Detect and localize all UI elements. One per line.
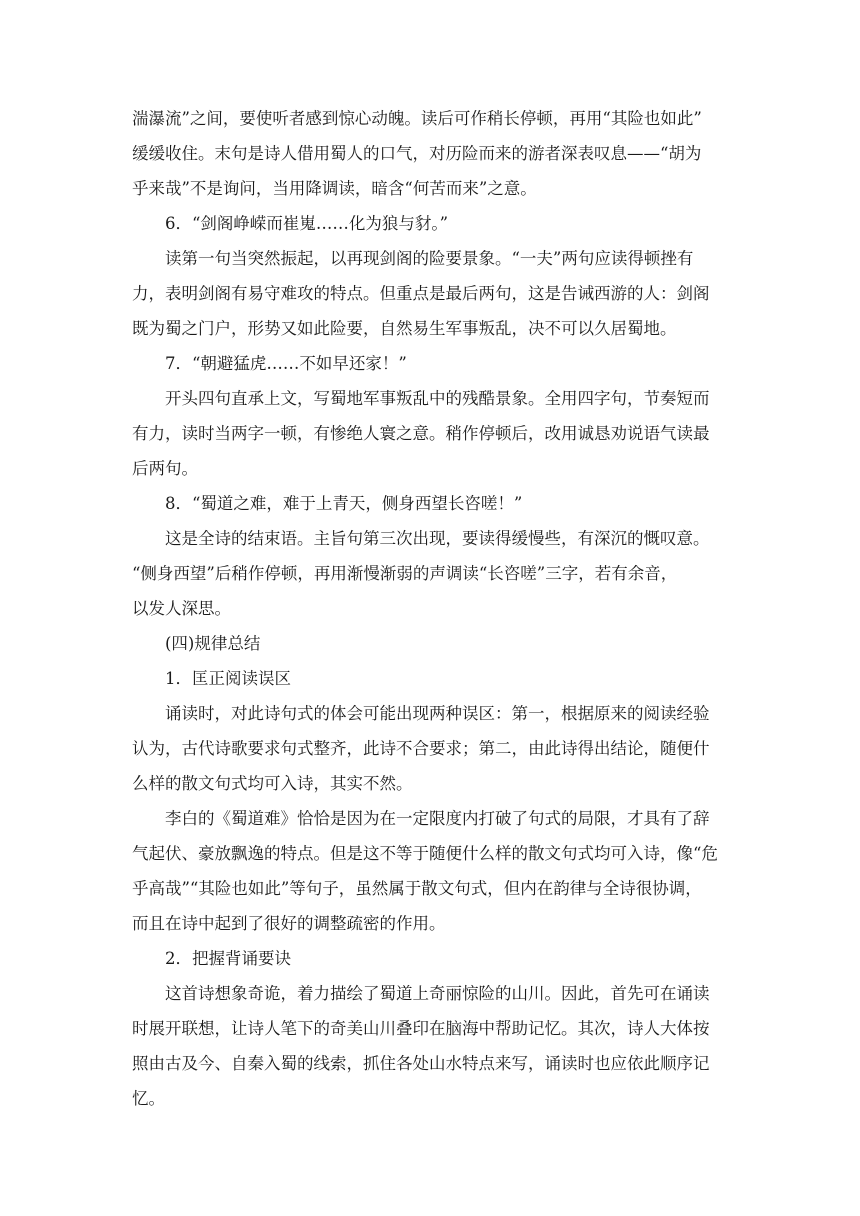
subsection-heading: 2．把握背诵要诀	[165, 949, 291, 968]
text-line: 气起伏、豪放飘逸的特点。但是这不等于随便什么样的散文句式均可入诗，像“危	[132, 844, 718, 863]
text-line: “侧身西望”后稍作停顿，再用渐慢渐弱的声调读“长咨嗟”三字，若有余音，	[132, 564, 678, 583]
text-line: 以发人深思。	[132, 599, 231, 618]
text-line: 认为，古代诗歌要求句式整齐，此诗不合要求；第二，由此诗得出结论，随便什	[132, 739, 710, 758]
text-line: 力，表明剑阁有易守难攻的特点。但重点是最后两句，这是告诫西游的人：剑阁	[132, 284, 710, 303]
text-line: 有力，读时当两字一顿，有惨绝人寰之意。稍作停顿后，改用诚恳劝说语气读最	[132, 424, 710, 443]
document-body	[132, 101, 732, 1116]
text-line: 开头四句直承上文，写蜀地军事叛乱中的残酷景象。全用四字句，节奏短而	[165, 389, 710, 408]
text-line: 缓缓收住。末句是诗人借用蜀人的口气，对历险而来的游者深表叹息——“胡为	[132, 144, 702, 163]
text-line: 乎高哉”“其险也如此”等句子，虽然属于散文句式，但内在韵律与全诗很协调，	[132, 879, 702, 898]
text-line: 读第一句当突然振起，以再现剑阁的险要景象。“一夫”两句应读得顿挫有	[165, 249, 694, 268]
text-line: 这是全诗的结束语。主旨句第三次出现，要读得缓慢些，有深沉的慨叹意。	[165, 529, 710, 548]
text-line: 而且在诗中起到了很好的调整疏密的作用。	[132, 914, 446, 933]
text-line: 么样的散文句式均可入诗，其实不然。	[132, 774, 413, 793]
text-line: 时展开联想，让诗人笔下的奇美山川叠印在脑海中帮助记忆。其次，诗人大体按	[132, 1019, 710, 1038]
section-heading: (四)规律总结	[165, 634, 261, 653]
section-heading: 7．“朝避猛虎……不如早还家！”	[165, 354, 407, 373]
text-line: 后两句。	[132, 459, 198, 478]
text-line: 湍瀑流”之间，要使听者感到惊心动魄。读后可作稍长停顿，再用“其险也如此”	[132, 109, 702, 128]
section-heading: 8．“蜀道之难，难于上青天，侧身西望长咨嗟！”	[165, 494, 523, 513]
text-line: 既为蜀之门户，形势又如此险要，自然易生军事叛乱，决不可以久居蜀地。	[132, 319, 677, 338]
section-heading: 6．“剑阁峥嵘而崔嵬……化为狼与豺。”	[165, 214, 449, 233]
text-line: 乎来哉”不是询问，当用降调读，暗含“何苦而来”之意。	[132, 179, 537, 198]
text-line: 李白的《蜀道难》恰恰是因为在一定限度内打破了句式的局限，才具有了辞	[165, 809, 710, 828]
text-line: 诵读时，对此诗句式的体会可能出现两种误区：第一，根据原来的阅读经验	[165, 704, 710, 723]
text-line: 照由古及今、自秦入蜀的线索，抓住各处山水特点来写，诵读时也应依此顺序记	[132, 1054, 710, 1073]
subsection-heading: 1．匡正阅读误区	[165, 669, 291, 688]
text-line: 忆。	[132, 1089, 165, 1108]
text-line: 这首诗想象奇诡，着力描绘了蜀道上奇丽惊险的山川。因此，首先可在诵读	[165, 984, 710, 1003]
